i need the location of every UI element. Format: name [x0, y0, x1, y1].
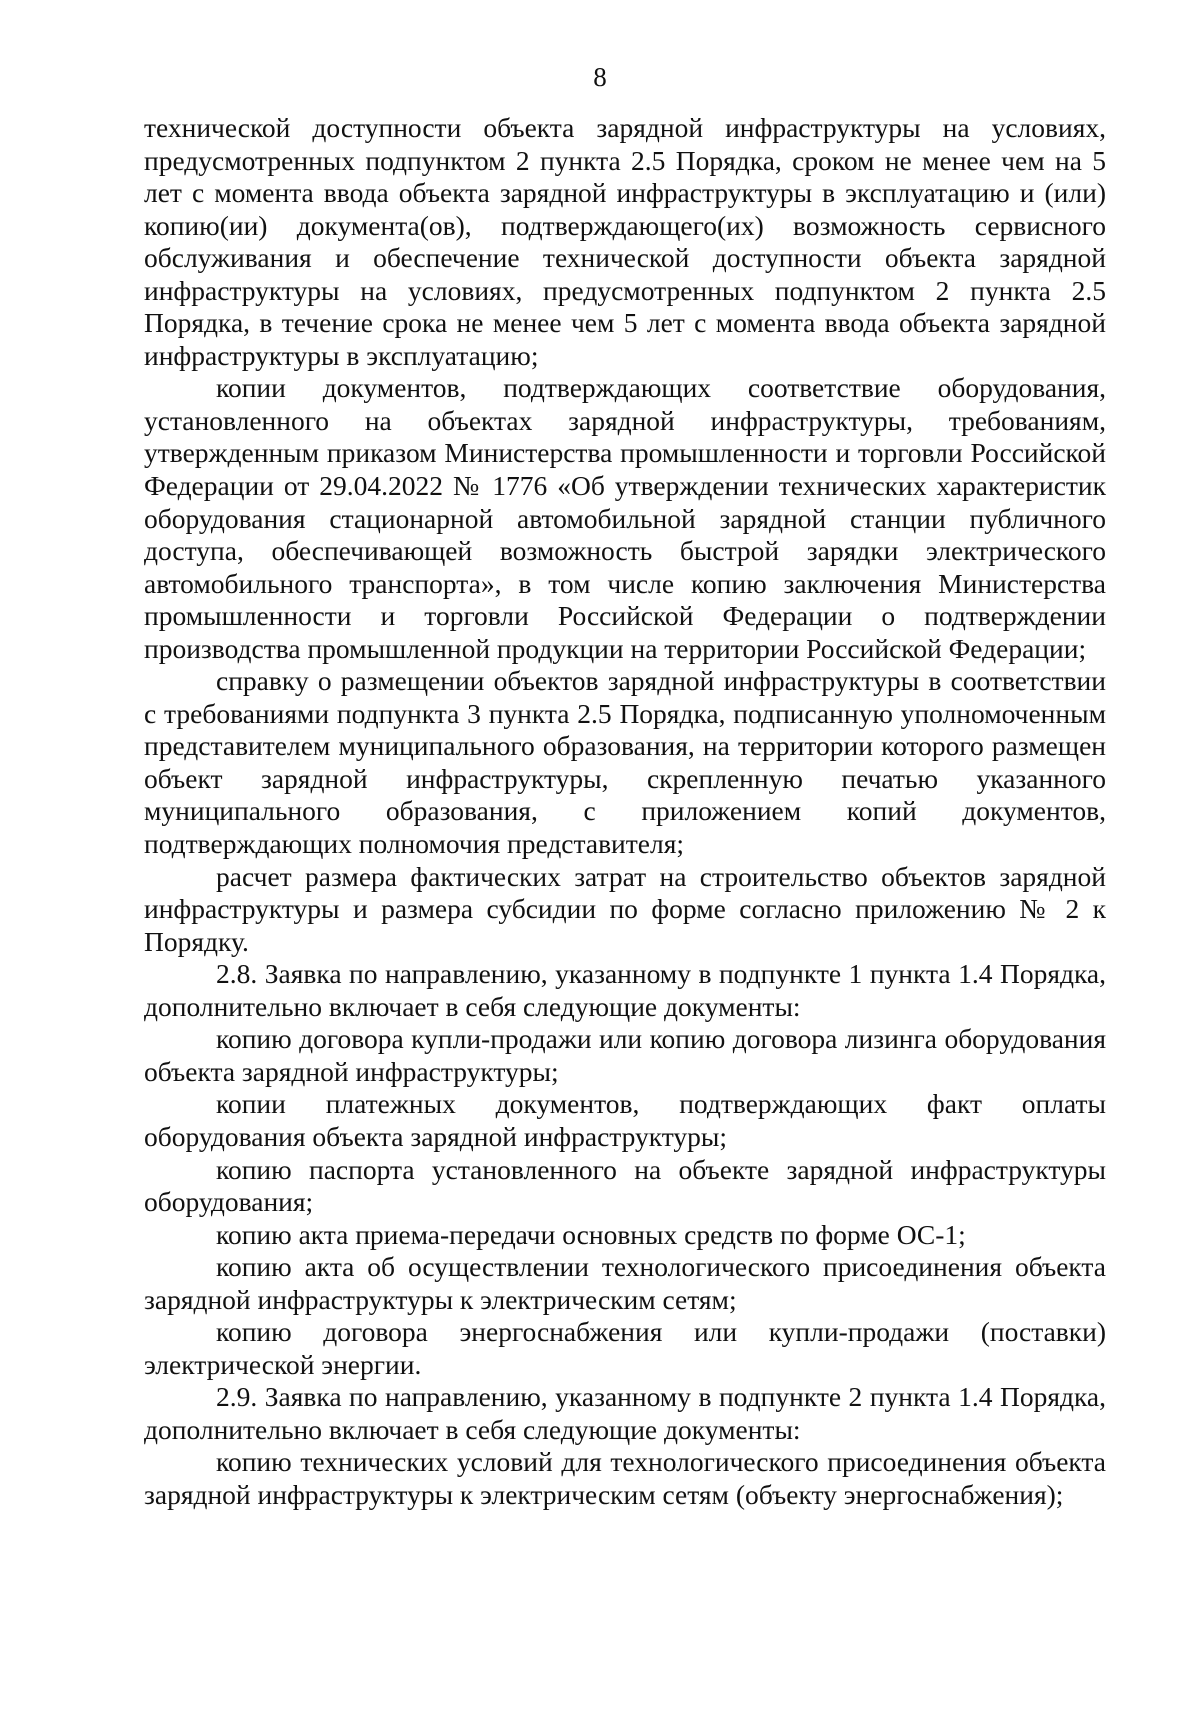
section-paragraph: 2.8. Заявка по направлению, указанному в подпункте 1 пункта 1.4 Порядка, дополнительно включает в себя следующие документы: [144, 958, 1106, 1022]
paragraph: копию технических условий для технологического присоединения объекта зарядной инфраструктуры к электрическим сетям (объекту энергоснабжения); [144, 1446, 1106, 1510]
paragraph: справку о размещении объектов зарядной инфраструктуры в соответствии с требованиями подпункта 3 пункта 2.5 Порядка, подписанную уполномоченным представителем муниципального образования, на территории которого размещен объект зарядной инфраструктуры, скрепленную печатью указанного муниципального образования, с приложением копий документов, подтверждающих полномочия представителя; [144, 665, 1106, 860]
page-number: 8 [593, 62, 607, 92]
paragraph: копию паспорта установленного на объекте зарядной инфраструктуры оборудования; [144, 1153, 1106, 1218]
paragraph: копию акта об осуществлении технологического присоединения объекта зарядной инфраструктуры к электрическим сетям; [144, 1251, 1106, 1315]
paragraph: копию акта приема-передачи основных средств по форме ОС-1; [216, 1218, 966, 1250]
document-body [144, 112, 1106, 1512]
paragraph: технической доступности объекта зарядной инфраструктуры на условиях, предусмотренных подпунктом 2 пункта 2.5 Порядка, сроком не менее чем на 5 лет с момента ввода объекта зарядной инфраструктуры в эксплуатацию и (или) копию(ии) документа(ов), подтверждающего(их) возможность сервисного обслуживания и обеспечение технической доступности объекта зарядной инфраструктуры на условиях, предусмотренных подпунктом 2 пункта 2.5 Порядка, в течение срока не менее чем 5 лет с момента ввода объекта зарядной инфраструктуры в эксплуатацию; [144, 112, 1106, 371]
paragraph: копии документов, подтверждающих соответствие оборудования, установленного на объектах зарядной инфраструктуры, требованиям, утвержденным приказом Министерства промышленности и торговли Российской Федерации от 29.04.2022 № 1776 «Об утверждении технических характеристик оборудования стационарной автомобильной зарядной станции публичного доступа, обеспечивающей возможность быстрой зарядки электрического автомобильного транспорта», в том числе копию заключения Министерства промышленности и торговли Российской Федерации о подтверждении производства промышленной продукции на территории Российской Федерации; [144, 372, 1106, 664]
paragraph: копии платежных документов, подтверждающих факт оплаты оборудования объекта зарядной инфраструктуры; [144, 1088, 1106, 1152]
paragraph: копию договора энергоснабжения или купли-продажи (поставки) электрической энергии. [144, 1316, 1106, 1380]
section-paragraph: 2.9. Заявка по направлению, указанному в подпункте 2 пункта 1.4 Порядка, дополнительно включает в себя следующие документы: [144, 1381, 1106, 1445]
paragraph: копию договора купли-продажи или копию договора лизинга оборудования объекта зарядной инфраструктуры; [144, 1023, 1106, 1087]
paragraph: расчет размера фактических затрат на строительство объектов зарядной инфраструктуры и размера субсидии по форме согласно приложению № 2 к Порядку. [144, 860, 1106, 957]
